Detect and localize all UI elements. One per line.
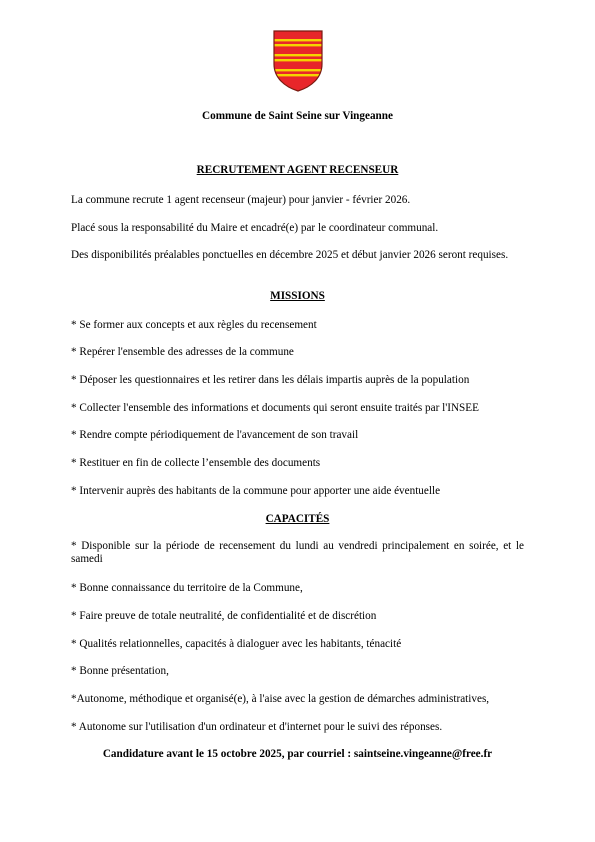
list-item: * Intervenir auprès des habitants de la commune pour apporter une aide éventuelle — [71, 485, 441, 497]
list-item: * Faire preuve de totale neutralité, de confidentialité et de discrétion — [71, 610, 377, 622]
municipality-crest — [273, 30, 323, 92]
intro-paragraph: Des disponibilités préalables ponctuelles en décembre 2025 et début janvier 2026 seront requises. — [71, 249, 509, 261]
missions-heading: MISSIONS — [270, 290, 325, 302]
list-item: * Autonome sur l'utilisation d'un ordinateur et d'internet pour le suivi des réponses. — [71, 721, 443, 733]
list-item: * Disponible sur la période de recensement du lundi au vendredi principalement en soirée, et le samedi — [71, 540, 524, 565]
list-item: * Bonne connaissance du territoire de la Commune, — [71, 582, 303, 594]
list-item: * Bonne présentation, — [71, 665, 169, 677]
intro-paragraph: Placé sous la responsabilité du Maire et encadré(e) par le coordinateur communal. — [71, 222, 439, 234]
intro-paragraph: La commune recrute 1 agent recenseur (majeur) pour janvier - février 2026. — [71, 194, 411, 206]
list-item: * Restituer en fin de collecte l’ensemble des documents — [71, 457, 321, 469]
list-item: * Qualités relationnelles, capacités à dialoguer avec les habitants, ténacité — [71, 638, 402, 650]
list-item: * Repérer l'ensemble des adresses de la commune — [71, 346, 294, 358]
list-item: * Se former aux concepts et aux règles du recensement — [71, 319, 317, 331]
list-item: *Autonome, méthodique et organisé(e), à l'aise avec la gestion de démarches administratives, — [71, 693, 490, 705]
list-item: * Déposer les questionnaires et les retirer dans les délais impartis auprès de la population — [71, 374, 470, 386]
page-title: RECRUTEMENT AGENT RECENSEUR — [196, 164, 399, 176]
municipality-name: Commune de Saint Seine sur Vingeanne — [202, 110, 393, 122]
list-item: * Rendre compte périodiquement de l'avancement de son travail — [71, 429, 359, 441]
capacites-heading: CAPACITÉS — [265, 513, 330, 525]
list-item: * Collecter l'ensemble des informations et documents qui seront ensuite traités par l'INSEE — [71, 402, 479, 414]
application-deadline: Candidature avant le 15 octobre 2025, par courriel : saintseine.vingeanne@free.fr — [102, 748, 493, 760]
